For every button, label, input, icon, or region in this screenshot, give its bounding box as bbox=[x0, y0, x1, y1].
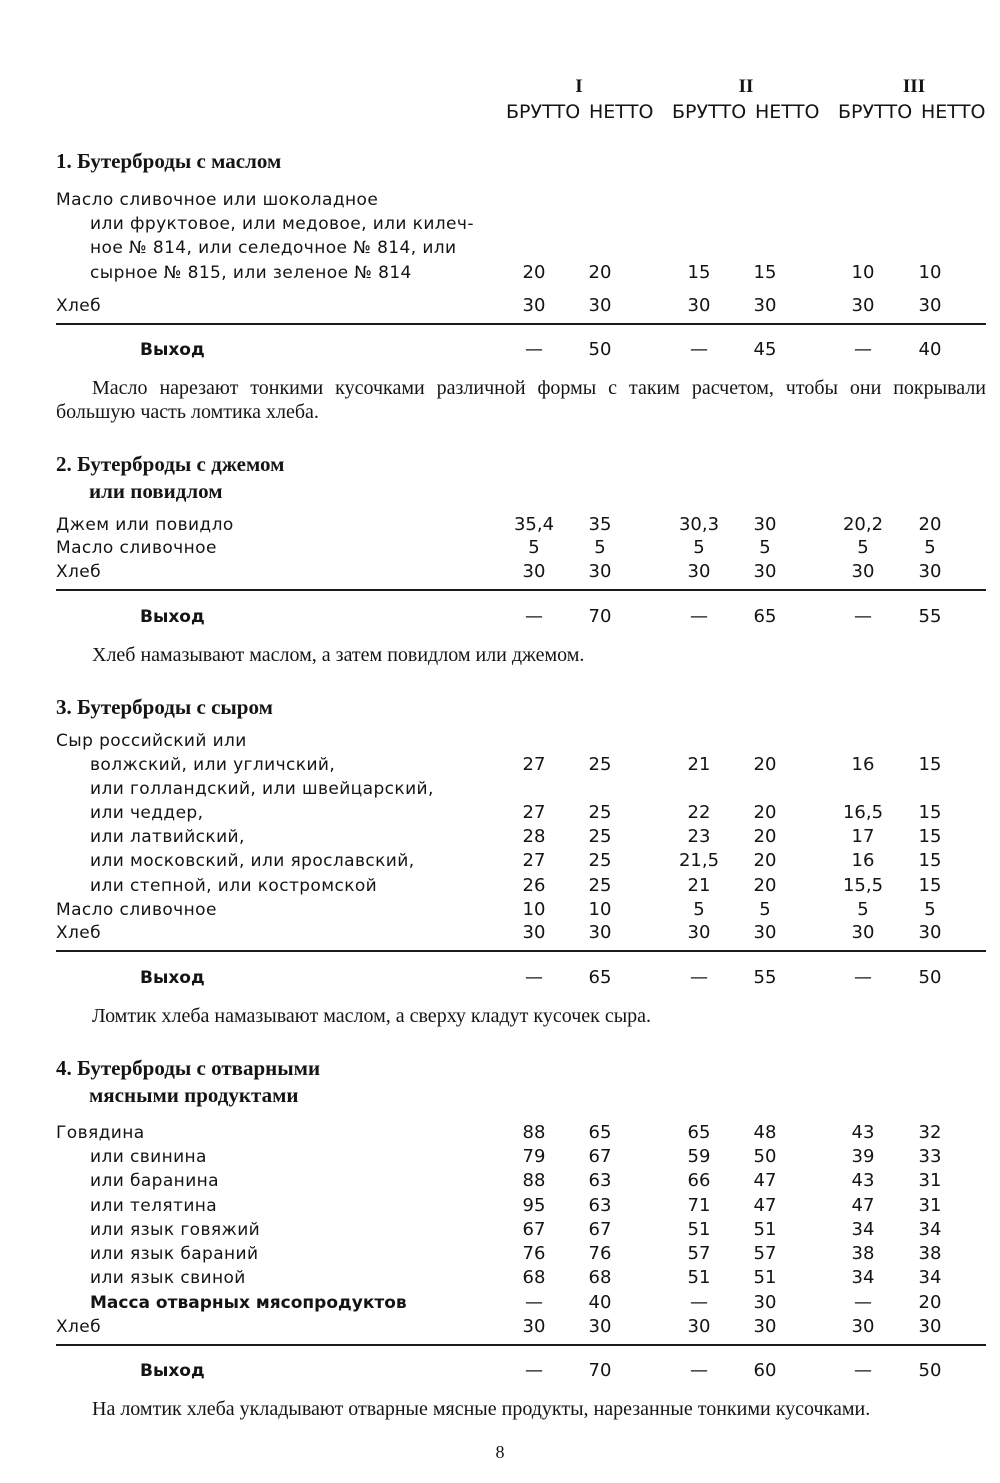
ingredient-row bbox=[56, 536, 996, 560]
output-brutto-3: — bbox=[854, 339, 872, 360]
brutto-value-2: 5 bbox=[693, 899, 705, 920]
netto-value-1: 30 bbox=[588, 295, 612, 316]
section-title-line: 4. Бутерброды с отварными bbox=[56, 1056, 321, 1080]
ingredient-label: или фруктовое, или медовое, или килеч- bbox=[90, 214, 474, 234]
ingredient-label: сырное № 815, или зеленое № 814 bbox=[90, 263, 412, 283]
ingredient-row bbox=[56, 921, 996, 945]
brutto-value-3: 30 bbox=[851, 561, 875, 582]
brutto-value-2: 21 bbox=[687, 875, 711, 896]
output-row bbox=[56, 604, 996, 630]
output-label: Выход bbox=[140, 607, 205, 627]
brutto-value-3: 43 bbox=[851, 1122, 875, 1143]
brutto-value-2: — bbox=[690, 1292, 708, 1313]
section-title bbox=[56, 148, 281, 175]
section-title-line: или повидлом bbox=[89, 479, 223, 503]
ingredient-row bbox=[56, 1121, 996, 1145]
netto-value-2: 20 bbox=[753, 850, 777, 871]
netto-value-3: 34 bbox=[918, 1219, 942, 1240]
ingredient-row bbox=[56, 1145, 996, 1169]
netto-value-2: 30 bbox=[753, 514, 777, 535]
category-header-3: III bbox=[902, 76, 926, 97]
ingredient-row bbox=[56, 1169, 996, 1193]
netto-value-2: 20 bbox=[753, 826, 777, 847]
netto-value-3: 5 bbox=[924, 899, 936, 920]
brutto-value-2: 59 bbox=[687, 1146, 711, 1167]
table-rule bbox=[56, 1344, 986, 1346]
brutto-value-3: 16 bbox=[851, 754, 875, 775]
brutto-value-3: 5 bbox=[857, 537, 869, 558]
brutto-value-1: 35,4 bbox=[513, 514, 555, 535]
section-title-line: 3. Бутерброды с сыром bbox=[56, 695, 273, 719]
output-label: Выход bbox=[140, 340, 205, 360]
ingredient-label: или степной, или костромской bbox=[90, 876, 378, 896]
brutto-value-3: 5 bbox=[857, 899, 869, 920]
netto-value-3: 30 bbox=[918, 922, 942, 943]
brutto-value-3: 47 bbox=[851, 1195, 875, 1216]
brutto-value-2: 66 bbox=[687, 1170, 711, 1191]
netto-value-1: 30 bbox=[588, 1316, 612, 1337]
ingredient-label: Хлеб bbox=[56, 1317, 102, 1337]
brutto-value-2: 15 bbox=[687, 262, 711, 283]
ingredient-label: Масло сливочное bbox=[56, 538, 217, 558]
netto-value-1: 68 bbox=[588, 1267, 612, 1288]
ingredient-label: волжский, или угличский, bbox=[90, 755, 336, 775]
ingredient-label: Масло сливочное или шоколадное bbox=[56, 190, 379, 210]
netto-value-2: 30 bbox=[753, 295, 777, 316]
output-brutto-1: — bbox=[525, 1360, 543, 1381]
ingredient-label: или свинина bbox=[90, 1147, 207, 1167]
brutto-value-1: 68 bbox=[522, 1267, 546, 1288]
ingredient-label: Хлеб bbox=[56, 923, 102, 943]
ingredient-label: Хлеб bbox=[56, 562, 102, 582]
category-header-1: I bbox=[575, 76, 583, 97]
netto-value-2: 20 bbox=[753, 875, 777, 896]
brutto-value-2: 30 bbox=[687, 922, 711, 943]
page-number: 8 bbox=[495, 1442, 505, 1462]
section-title bbox=[56, 1055, 320, 1109]
netto-value-3: 20 bbox=[918, 514, 942, 535]
ingredient-row bbox=[56, 294, 996, 318]
brutto-value-2: 57 bbox=[687, 1243, 711, 1264]
netto-value-3: 20 bbox=[918, 1292, 942, 1313]
brutto-header-1: БРУТТО bbox=[506, 101, 581, 123]
netto-value-1: 30 bbox=[588, 922, 612, 943]
ingredient-row bbox=[56, 513, 996, 537]
ingredient-label: Сыр российский или bbox=[56, 731, 247, 751]
output-netto-1: 50 bbox=[588, 339, 612, 360]
ingredient-row bbox=[56, 261, 996, 285]
brutto-value-2: 5 bbox=[693, 537, 705, 558]
netto-value-1: 25 bbox=[588, 850, 612, 871]
output-netto-2: 60 bbox=[753, 1360, 777, 1381]
ingredient-label: Говядина bbox=[56, 1123, 145, 1143]
ingredient-label: Джем или повидло bbox=[56, 515, 234, 535]
ingredient-label: Хлеб bbox=[56, 296, 102, 316]
ingredient-row bbox=[56, 825, 996, 849]
output-netto-1: 70 bbox=[588, 606, 612, 627]
table-rule bbox=[56, 323, 986, 325]
brutto-value-3: 10 bbox=[851, 262, 875, 283]
ingredient-row bbox=[56, 849, 996, 873]
netto-value-3: 32 bbox=[918, 1122, 942, 1143]
netto-value-2: 30 bbox=[753, 561, 777, 582]
netto-value-1: 25 bbox=[588, 826, 612, 847]
brutto-value-3: 17 bbox=[851, 826, 875, 847]
output-brutto-3: — bbox=[854, 1360, 872, 1381]
table-rule bbox=[56, 950, 986, 952]
brutto-value-3: 16,5 bbox=[842, 802, 884, 823]
ingredient-label: или московский, или ярославский, bbox=[90, 851, 415, 871]
netto-value-1: 35 bbox=[588, 514, 612, 535]
output-netto-3: 40 bbox=[918, 339, 942, 360]
ingredient-label: ное № 814, или селедочное № 814, или bbox=[90, 238, 457, 258]
netto-value-3: 34 bbox=[918, 1267, 942, 1288]
brutto-header-3: БРУТТО bbox=[838, 101, 913, 123]
netto-value-3: 10 bbox=[918, 262, 942, 283]
section-title bbox=[56, 694, 273, 721]
section-title-line: 1. Бутерброды с маслом bbox=[56, 149, 282, 173]
netto-value-2: 20 bbox=[753, 802, 777, 823]
brutto-value-2: 21 bbox=[687, 754, 711, 775]
output-netto-1: 70 bbox=[588, 1360, 612, 1381]
netto-value-1: 20 bbox=[588, 262, 612, 283]
section-title-line: мясными продуктами bbox=[89, 1083, 299, 1107]
netto-value-3: 33 bbox=[918, 1146, 942, 1167]
ingredient-row bbox=[56, 898, 996, 922]
brutto-value-2: 30 bbox=[687, 295, 711, 316]
netto-value-3: 31 bbox=[918, 1170, 942, 1191]
output-row bbox=[56, 965, 996, 991]
netto-value-3: 38 bbox=[918, 1243, 942, 1264]
brutto-value-2: 21,5 bbox=[678, 850, 720, 871]
brutto-value-1: — bbox=[525, 1292, 543, 1313]
netto-value-1: 63 bbox=[588, 1170, 612, 1191]
netto-value-2: 48 bbox=[753, 1122, 777, 1143]
ingredient-row bbox=[56, 874, 996, 898]
ingredient-row bbox=[56, 1315, 996, 1339]
netto-value-3: 30 bbox=[918, 1316, 942, 1337]
section-title-line: 2. Бутерброды с джемом bbox=[56, 452, 285, 476]
output-brutto-2: — bbox=[690, 1360, 708, 1381]
ingredient-label: или латвийский, bbox=[90, 827, 245, 847]
brutto-value-2: 71 bbox=[687, 1195, 711, 1216]
brutto-value-3: 34 bbox=[851, 1219, 875, 1240]
netto-value-2: 20 bbox=[753, 754, 777, 775]
ingredient-label: или баранина bbox=[90, 1171, 219, 1191]
netto-value-2: 15 bbox=[753, 262, 777, 283]
netto-value-1: 10 bbox=[588, 899, 612, 920]
netto-header-1: НЕТТО bbox=[589, 101, 654, 123]
brutto-value-2: 30 bbox=[687, 561, 711, 582]
output-netto-1: 65 bbox=[588, 967, 612, 988]
output-brutto-2: — bbox=[690, 339, 708, 360]
brutto-value-3: 30 bbox=[851, 922, 875, 943]
brutto-value-3: 30 bbox=[851, 1316, 875, 1337]
brutto-value-3: 30 bbox=[851, 295, 875, 316]
ingredient-row bbox=[56, 753, 996, 777]
brutto-value-1: 10 bbox=[522, 899, 546, 920]
brutto-value-1: 27 bbox=[522, 850, 546, 871]
output-brutto-3: — bbox=[854, 606, 872, 627]
brutto-value-1: 20 bbox=[522, 262, 546, 283]
output-brutto-1: — bbox=[525, 967, 543, 988]
netto-value-2: 30 bbox=[753, 922, 777, 943]
ingredient-label: или язык свиной bbox=[90, 1268, 246, 1288]
netto-value-1: 63 bbox=[588, 1195, 612, 1216]
ingredient-row bbox=[56, 560, 996, 584]
netto-value-1: 76 bbox=[588, 1243, 612, 1264]
ingredient-row bbox=[56, 1194, 996, 1218]
brutto-value-2: 23 bbox=[687, 826, 711, 847]
netto-value-2: 57 bbox=[753, 1243, 777, 1264]
ingredient-label: или голландский, или швейцарский, bbox=[90, 779, 434, 799]
ingredient-row bbox=[56, 1266, 996, 1290]
brutto-value-1: 30 bbox=[522, 922, 546, 943]
brutto-value-2: 30,3 bbox=[678, 514, 720, 535]
table-rule bbox=[56, 589, 986, 591]
netto-value-3: 15 bbox=[918, 826, 942, 847]
netto-value-1: 67 bbox=[588, 1219, 612, 1240]
output-brutto-1: — bbox=[525, 606, 543, 627]
output-row bbox=[56, 1358, 996, 1384]
brutto-value-1: 30 bbox=[522, 295, 546, 316]
output-netto-3: 50 bbox=[918, 967, 942, 988]
brutto-value-2: 51 bbox=[687, 1267, 711, 1288]
preparation-note: На ломтик хлеба укладывают отварные мясные продукты, нарезанные тонкими кусочками. bbox=[92, 1398, 871, 1420]
brutto-value-3: 20,2 bbox=[842, 514, 884, 535]
ingredient-label: или язык бараний bbox=[90, 1244, 259, 1264]
brutto-value-1: 26 bbox=[522, 875, 546, 896]
output-row bbox=[56, 337, 996, 363]
brutto-value-3: — bbox=[854, 1292, 872, 1313]
brutto-value-1: 79 bbox=[522, 1146, 546, 1167]
netto-value-2: 47 bbox=[753, 1195, 777, 1216]
netto-value-3: 30 bbox=[918, 295, 942, 316]
brutto-value-1: 30 bbox=[522, 561, 546, 582]
netto-value-1: 25 bbox=[588, 754, 612, 775]
ingredient-row bbox=[56, 212, 996, 236]
brutto-value-1: 27 bbox=[522, 802, 546, 823]
output-brutto-2: — bbox=[690, 606, 708, 627]
category-header-2: II bbox=[738, 76, 754, 97]
brutto-value-3: 16 bbox=[851, 850, 875, 871]
ingredient-label: Масло сливочное bbox=[56, 900, 217, 920]
brutto-value-3: 38 bbox=[851, 1243, 875, 1264]
brutto-value-3: 43 bbox=[851, 1170, 875, 1191]
netto-value-2: 51 bbox=[753, 1267, 777, 1288]
preparation-note: Хлеб намазывают маслом, а затем повидлом или джемом. bbox=[92, 644, 585, 666]
netto-value-1: 30 bbox=[588, 561, 612, 582]
output-brutto-2: — bbox=[690, 967, 708, 988]
brutto-header-2: БРУТТО bbox=[672, 101, 747, 123]
output-netto-2: 55 bbox=[753, 967, 777, 988]
brutto-value-3: 34 bbox=[851, 1267, 875, 1288]
netto-value-2: 30 bbox=[753, 1316, 777, 1337]
ingredient-row bbox=[56, 729, 996, 753]
output-brutto-3: — bbox=[854, 967, 872, 988]
brutto-value-1: 76 bbox=[522, 1243, 546, 1264]
netto-header-3: НЕТТО bbox=[921, 101, 986, 123]
section-title bbox=[56, 451, 284, 505]
netto-value-2: 51 bbox=[753, 1219, 777, 1240]
ingredient-label: Масса отварных мясопродуктов bbox=[90, 1293, 407, 1313]
ingredient-row bbox=[56, 777, 996, 801]
netto-value-2: 5 bbox=[759, 899, 771, 920]
ingredient-label: или язык говяжий bbox=[90, 1220, 261, 1240]
output-netto-3: 55 bbox=[918, 606, 942, 627]
ingredient-label: или телятина bbox=[90, 1196, 218, 1216]
brutto-value-1: 30 bbox=[522, 1316, 546, 1337]
ingredient-row bbox=[56, 236, 996, 260]
brutto-value-1: 5 bbox=[528, 537, 540, 558]
brutto-value-1: 27 bbox=[522, 754, 546, 775]
ingredient-row bbox=[56, 1218, 996, 1242]
ingredient-label: или чеддер, bbox=[90, 803, 204, 823]
brutto-value-3: 39 bbox=[851, 1146, 875, 1167]
brutto-value-1: 95 bbox=[522, 1195, 546, 1216]
ingredient-row bbox=[56, 188, 996, 212]
netto-value-1: 40 bbox=[588, 1292, 612, 1313]
brutto-value-2: 30 bbox=[687, 1316, 711, 1337]
brutto-value-2: 22 bbox=[687, 802, 711, 823]
netto-value-2: 30 bbox=[753, 1292, 777, 1313]
netto-value-3: 15 bbox=[918, 754, 942, 775]
brutto-value-1: 88 bbox=[522, 1170, 546, 1191]
netto-value-2: 50 bbox=[753, 1146, 777, 1167]
netto-value-3: 15 bbox=[918, 875, 942, 896]
netto-value-2: 47 bbox=[753, 1170, 777, 1191]
netto-value-3: 31 bbox=[918, 1195, 942, 1216]
netto-value-3: 15 bbox=[918, 850, 942, 871]
brutto-value-2: 51 bbox=[687, 1219, 711, 1240]
netto-value-1: 65 bbox=[588, 1122, 612, 1143]
output-netto-2: 45 bbox=[753, 339, 777, 360]
netto-value-1: 25 bbox=[588, 802, 612, 823]
brutto-value-2: 65 bbox=[687, 1122, 711, 1143]
netto-value-2: 5 bbox=[759, 537, 771, 558]
output-brutto-1: — bbox=[525, 339, 543, 360]
netto-value-1: 5 bbox=[594, 537, 606, 558]
ingredient-row bbox=[56, 801, 996, 825]
brutto-value-1: 67 bbox=[522, 1219, 546, 1240]
output-netto-3: 50 bbox=[918, 1360, 942, 1381]
netto-value-1: 67 bbox=[588, 1146, 612, 1167]
ingredient-row bbox=[56, 1242, 996, 1266]
output-label: Выход bbox=[140, 1361, 205, 1381]
netto-value-3: 15 bbox=[918, 802, 942, 823]
netto-value-3: 5 bbox=[924, 537, 936, 558]
output-netto-2: 65 bbox=[753, 606, 777, 627]
output-label: Выход bbox=[140, 968, 205, 988]
brutto-value-3: 15,5 bbox=[842, 875, 884, 896]
ingredient-row bbox=[56, 1291, 996, 1315]
preparation-note: Ломтик хлеба намазывают маслом, а сверху кладут кусочек сыра. bbox=[92, 1005, 652, 1027]
brutto-value-1: 88 bbox=[522, 1122, 546, 1143]
brutto-value-1: 28 bbox=[522, 826, 546, 847]
netto-value-1: 25 bbox=[588, 875, 612, 896]
preparation-note: Масло нарезают тонкими кусочками различной формы с таким расчетом, чтобы они покрывали большую часть ломтика хлеба. bbox=[56, 377, 986, 423]
netto-value-3: 30 bbox=[918, 561, 942, 582]
netto-header-2: НЕТТО bbox=[755, 101, 820, 123]
